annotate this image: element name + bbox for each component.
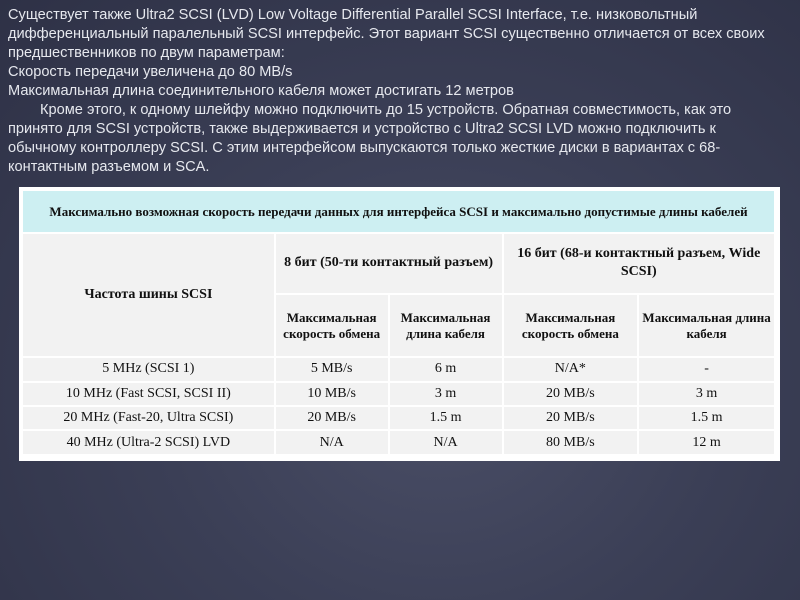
sub-header-16bit-speed: Максимальная скорость обмена — [503, 294, 639, 357]
row-8bit-length: 1.5 m — [389, 406, 503, 430]
row-frequency: 40 MHz (Ultra-2 SCSI) LVD — [22, 430, 275, 455]
row-8bit-speed: 5 MB/s — [275, 357, 389, 381]
table-row — [22, 382, 775, 406]
group-16bit-header: 16 бит (68-и контактный разъем, Wide SCSI) — [503, 233, 776, 294]
scsi-table-frame — [19, 187, 780, 461]
row-8bit-speed: N/A — [275, 430, 389, 455]
row-frequency: 10 MHz (Fast SCSI, SCSI II) — [22, 382, 275, 406]
row-8bit-length: N/A — [389, 430, 503, 455]
sub-header-8bit-speed: Максимальная скорость обмена — [275, 294, 389, 357]
row-8bit-speed: 20 MB/s — [275, 406, 389, 430]
row-frequency: 5 MHz (SCSI 1) — [22, 357, 275, 381]
slide-text — [8, 6, 788, 177]
row-16bit-length: - — [638, 357, 775, 381]
row-16bit-length: 1.5 m — [638, 406, 775, 430]
table-row — [22, 357, 775, 381]
group-8bit-header: 8 бит (50-ти контактный разъем) — [275, 233, 503, 294]
compatibility-paragraph: Кроме этого, к одному шлейфу можно подключить до 15 устройств. Обратная совместимость, как это принято для SCSI устройств, также выдерживается и устройство с Ultra2 SCSI LVD можно подключить к обычному контроллеру SCSI. С этим интерфейсом выпускаются только жесткие диски в вариантах с 68-контактным разъемом и SCA. — [8, 102, 732, 175]
speed-line: Скорость передачи увеличена до 80 MB/s — [8, 64, 293, 80]
intro-paragraph: Существует также Ultra2 SCSI (LVD) Low Voltage Differential Parallel SCSI Interface, т.е. низковольтный дифференциальный паралельный SCSI интерфейс. Этот вариант SCSI существенно отличается от всех своих предшественников по двум параметрам: — [8, 7, 765, 61]
row-16bit-length: 12 m — [638, 430, 775, 455]
row-16bit-speed: N/A* — [503, 357, 639, 381]
table-row — [22, 430, 775, 455]
row-frequency: 20 MHz (Fast-20, Ultra SCSI) — [22, 406, 275, 430]
row-8bit-speed: 10 MB/s — [275, 382, 389, 406]
row-16bit-speed: 80 MB/s — [503, 430, 639, 455]
sub-header-16bit-length: Максимальная длина кабеля — [638, 294, 775, 357]
sub-header-8bit-length: Максимальная длина кабеля — [389, 294, 503, 357]
table-title-row — [22, 190, 775, 233]
row-8bit-length: 6 m — [389, 357, 503, 381]
cable-length-line: Максимальная длина соединительного кабеля может достигать 12 метров — [8, 83, 514, 99]
group-header-row — [22, 233, 775, 294]
table-row — [22, 406, 775, 430]
frequency-header: Частота шины SCSI — [22, 233, 275, 357]
scsi-speed-table — [21, 189, 776, 456]
row-16bit-speed: 20 MB/s — [503, 406, 639, 430]
row-16bit-speed: 20 MB/s — [503, 382, 639, 406]
row-16bit-length: 3 m — [638, 382, 775, 406]
row-8bit-length: 3 m — [389, 382, 503, 406]
table-title: Максимально возможная скорость передачи данных для интерфейса SCSI и максимально допустимые длины кабелей — [22, 190, 775, 233]
